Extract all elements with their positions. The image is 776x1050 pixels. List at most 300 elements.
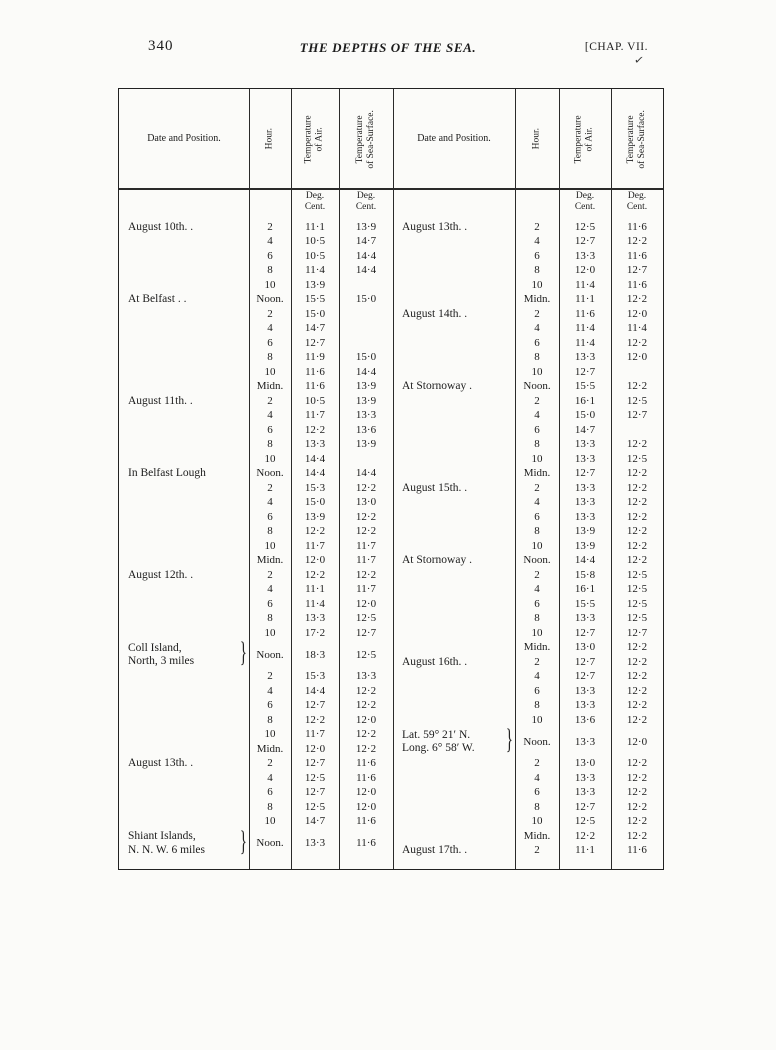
table-row xyxy=(119,452,393,467)
hour-cell: 6 xyxy=(534,423,540,436)
sea-temp-cell: 11·6 xyxy=(627,220,647,233)
sea-temp-cell xyxy=(339,452,393,467)
air-temp-cell: 12·5 xyxy=(574,220,596,233)
sea-temp-cell: 11·6 xyxy=(627,278,647,291)
sea-temp-cell: 12·2 xyxy=(626,757,648,770)
air-temperature-column-header: Temperature of Air. xyxy=(303,115,325,163)
table-row xyxy=(119,728,393,743)
air-temp-cell: 12·7 xyxy=(304,757,326,770)
hour-cell: 8 xyxy=(267,525,273,538)
air-temp-cell: 13·3 xyxy=(574,699,596,712)
table-row xyxy=(393,409,663,424)
sea-temp-cell xyxy=(611,423,663,438)
date-cell xyxy=(119,380,249,395)
date-cell xyxy=(119,452,249,467)
hour-cell: Midn. xyxy=(256,742,284,755)
sea-temp-cell xyxy=(339,336,393,351)
table-row xyxy=(393,220,663,235)
air-temp-cell: 13·0 xyxy=(574,641,596,654)
date-cell xyxy=(119,612,249,627)
hour-cell: 6 xyxy=(534,684,540,697)
table-row xyxy=(119,815,393,830)
hour-cell: 6 xyxy=(267,699,273,712)
hour-cell: Midn. xyxy=(256,554,284,567)
table-row xyxy=(119,612,393,627)
hour-cell: 10 xyxy=(264,278,276,291)
date-cell xyxy=(119,336,249,351)
air-temp-cell: 11·9 xyxy=(305,351,325,364)
sea-temp-cell: 12·2 xyxy=(355,525,377,538)
table-rows-left xyxy=(119,220,393,858)
sea-temp-cell: 12·2 xyxy=(626,467,648,480)
sea-temp-cell: 12·2 xyxy=(626,380,648,393)
sea-temp-cell: 11·6 xyxy=(356,815,376,828)
sea-temp-cell: 12·0 xyxy=(355,786,377,799)
table-row xyxy=(119,771,393,786)
sea-temp-cell: 11·6 xyxy=(627,249,647,262)
table-row xyxy=(119,220,393,235)
brace: } xyxy=(239,827,247,858)
date-cell xyxy=(393,699,515,714)
table-row xyxy=(119,786,393,801)
table-row xyxy=(119,525,393,540)
table-row xyxy=(119,638,393,670)
sea-temp-cell: 13·9 xyxy=(355,394,377,407)
hour-cell: 2 xyxy=(267,757,273,770)
air-temp-cell: 14·4 xyxy=(304,452,326,465)
temperature-table xyxy=(118,88,664,870)
air-temp-cell: 13·3 xyxy=(574,771,596,784)
table-row xyxy=(119,438,393,453)
sea-temp-cell: 12·5 xyxy=(626,583,648,596)
hour-column-header: Hour. xyxy=(531,128,542,150)
date-cell xyxy=(393,467,515,482)
air-temp-cell: 15·0 xyxy=(304,496,326,509)
hour-cell: Noon. xyxy=(256,648,284,661)
air-temp-cell: 15·8 xyxy=(574,568,596,581)
air-temp-cell: 11·6 xyxy=(305,380,325,393)
header-rule xyxy=(119,188,663,190)
date-cell xyxy=(393,510,515,525)
air-temp-cell: 11·7 xyxy=(305,539,325,552)
sea-temp-cell: 12·0 xyxy=(626,351,648,364)
sea-temp-cell xyxy=(339,278,393,293)
date-cell xyxy=(119,684,249,699)
sea-temp-cell: 12·5 xyxy=(626,452,648,465)
sea-temp-cell: 12·2 xyxy=(355,699,377,712)
air-temp-cell: 11·7 xyxy=(305,409,325,422)
hour-cell: 6 xyxy=(267,249,273,262)
table-row xyxy=(119,293,393,308)
table-row xyxy=(393,278,663,293)
air-temp-cell: 12·7 xyxy=(574,655,596,668)
air-temp-cell: 12·7 xyxy=(574,800,596,813)
sea-temp-cell: 12·5 xyxy=(355,648,377,661)
date-cell xyxy=(119,800,249,815)
date-cell: August 13th. . xyxy=(128,757,194,770)
air-temp-cell: 12·2 xyxy=(304,423,326,436)
table-row xyxy=(393,771,663,786)
sea-temp-cell: 11·6 xyxy=(356,837,376,849)
air-temp-cell: 13·3 xyxy=(304,837,326,849)
air-temp-cell: 13·3 xyxy=(574,496,596,509)
hour-cell: Midn. xyxy=(523,641,551,654)
air-temp-cell: 12·2 xyxy=(304,568,326,581)
sea-temp-cell: 12·2 xyxy=(626,496,648,509)
air-temp-cell: 13·3 xyxy=(574,481,596,494)
table-row xyxy=(119,510,393,525)
hour-cell: 2 xyxy=(534,655,540,668)
hour-cell: 10 xyxy=(531,713,543,726)
sea-temp-cell: 12·5 xyxy=(626,394,648,407)
date-cell xyxy=(393,641,515,656)
table-row xyxy=(393,655,663,670)
unit-label: Deg. Cent. xyxy=(626,191,648,212)
sea-temp-cell: 12·2 xyxy=(355,510,377,523)
table-row xyxy=(393,844,663,859)
air-temp-cell: 13·0 xyxy=(574,757,596,770)
table-row xyxy=(393,264,663,279)
air-temp-cell: 12·2 xyxy=(304,713,326,726)
air-temp-cell: 16·1 xyxy=(574,394,596,407)
date-cell xyxy=(119,597,249,612)
date-cell xyxy=(393,815,515,830)
hour-cell: 8 xyxy=(534,351,540,364)
unit-label: Deg. Cent. xyxy=(574,191,596,212)
date-cell xyxy=(119,626,249,641)
air-temp-cell: 13·9 xyxy=(304,510,326,523)
air-temp-cell: 11·4 xyxy=(575,322,595,335)
date-cell xyxy=(393,409,515,424)
hour-cell: 6 xyxy=(534,510,540,523)
date-cell: At Stornoway . xyxy=(402,554,472,567)
air-temp-cell: 12·7 xyxy=(574,365,596,378)
air-temp-cell: 16·1 xyxy=(574,583,596,596)
date-cell xyxy=(119,409,249,424)
date-cell xyxy=(119,771,249,786)
date-cell xyxy=(393,539,515,554)
sea-temp-cell: 13·3 xyxy=(355,670,377,683)
air-temp-cell: 11·1 xyxy=(305,583,325,596)
table-row xyxy=(393,438,663,453)
air-temp-cell: 13·3 xyxy=(574,684,596,697)
date-cell xyxy=(393,568,515,583)
hour-cell: 10 xyxy=(264,539,276,552)
table-row xyxy=(119,481,393,496)
date-cell: In Belfast Lough xyxy=(128,467,206,480)
date-cell xyxy=(119,670,249,685)
air-temp-cell: 11·4 xyxy=(575,278,595,291)
hour-cell: 2 xyxy=(267,307,273,320)
table-row xyxy=(119,496,393,511)
date-cell xyxy=(119,307,249,322)
table-row xyxy=(393,568,663,583)
hour-cell: Noon. xyxy=(256,467,284,480)
air-temp-cell: 12·5 xyxy=(574,815,596,828)
hour-cell: 10 xyxy=(531,815,543,828)
hour-cell: 8 xyxy=(534,699,540,712)
sea-temp-cell: 15·0 xyxy=(355,293,377,306)
hour-cell: 8 xyxy=(267,438,273,451)
date-cell xyxy=(119,351,249,366)
air-temp-cell: 15·5 xyxy=(304,293,326,306)
date-cell: August 16th. . xyxy=(402,655,468,668)
air-temp-cell: 14·4 xyxy=(304,684,326,697)
air-temp-cell: 11·7 xyxy=(305,728,325,741)
table-row xyxy=(393,452,663,467)
date-cell xyxy=(119,742,249,757)
air-temp-cell: 12·7 xyxy=(304,336,326,349)
air-temp-cell: 12·7 xyxy=(304,699,326,712)
air-temp-cell: 15·3 xyxy=(304,670,326,683)
air-temp-cell: 14·7 xyxy=(304,815,326,828)
table-row xyxy=(393,800,663,815)
air-temp-cell: 13·3 xyxy=(574,438,596,451)
table-row xyxy=(393,725,663,757)
air-temp-cell: 12·7 xyxy=(574,626,596,639)
table-row xyxy=(393,423,663,438)
brace: } xyxy=(505,725,513,756)
date-cell xyxy=(119,510,249,525)
table-row xyxy=(119,829,393,858)
hour-cell: 2 xyxy=(267,670,273,683)
date-cell xyxy=(393,786,515,801)
hour-cell: Noon. xyxy=(523,735,551,748)
hour-cell: 4 xyxy=(267,409,273,422)
date-cell xyxy=(119,699,249,714)
air-temp-cell: 11·6 xyxy=(575,307,595,320)
hour-cell: 2 xyxy=(534,844,540,857)
sea-temp-cell: 12·2 xyxy=(626,525,648,538)
table-row xyxy=(119,583,393,598)
hour-cell: 10 xyxy=(531,452,543,465)
table-row xyxy=(393,699,663,714)
date-cell xyxy=(393,626,515,641)
table-row xyxy=(393,713,663,728)
hour-cell: Midn. xyxy=(523,293,551,306)
sea-temp-cell: 12·7 xyxy=(355,626,377,639)
hour-cell: 8 xyxy=(267,713,273,726)
table-row xyxy=(393,322,663,337)
date-cell: August 15th. . xyxy=(402,481,468,494)
date-cell xyxy=(393,278,515,293)
sea-temp-cell: 12·2 xyxy=(626,815,648,828)
table-row xyxy=(393,380,663,395)
hour-cell: 6 xyxy=(267,336,273,349)
air-temp-cell: 15·3 xyxy=(304,481,326,494)
sea-temp-cell: 12·2 xyxy=(355,684,377,697)
sea-temp-cell: 12·5 xyxy=(626,597,648,610)
sea-temp-cell: 12·5 xyxy=(626,568,648,581)
table-rows-right xyxy=(393,220,663,858)
date-cell xyxy=(119,264,249,279)
date-cell xyxy=(393,670,515,685)
air-temp-cell: 13·3 xyxy=(574,452,596,465)
table-row xyxy=(119,713,393,728)
table-row xyxy=(393,467,663,482)
sea-temp-cell: 11·7 xyxy=(356,583,376,596)
hour-cell: 8 xyxy=(267,800,273,813)
table-row xyxy=(119,409,393,424)
hour-cell: 4 xyxy=(534,409,540,422)
sea-temp-cell: 12·0 xyxy=(355,597,377,610)
hour-cell: 8 xyxy=(534,438,540,451)
date-cell xyxy=(393,423,515,438)
hour-cell: 6 xyxy=(534,786,540,799)
date-cell xyxy=(393,684,515,699)
date-cell: August 13th. . xyxy=(402,220,468,233)
hour-cell: 10 xyxy=(264,626,276,639)
hour-cell: 6 xyxy=(267,786,273,799)
unit-label: Deg. Cent. xyxy=(355,191,377,212)
sea-temp-cell: 13·9 xyxy=(355,438,377,451)
air-temp-cell: 12·5 xyxy=(304,800,326,813)
sea-temp-cell: 12·7 xyxy=(626,264,648,277)
air-temp-cell: 13·3 xyxy=(304,612,326,625)
page-number: 340 xyxy=(148,38,174,54)
air-temp-cell: 17·2 xyxy=(304,626,326,639)
hour-cell: 10 xyxy=(531,539,543,552)
air-temp-cell: 11·1 xyxy=(575,844,595,857)
air-temp-cell: 10·5 xyxy=(304,235,326,248)
sea-temp-cell: 12·2 xyxy=(626,699,648,712)
hour-cell: 10 xyxy=(264,728,276,741)
date-cell: At Stornoway . xyxy=(402,380,472,393)
air-temp-cell: 13·3 xyxy=(574,786,596,799)
date-cell xyxy=(393,365,515,380)
table-row xyxy=(119,351,393,366)
table-row xyxy=(393,481,663,496)
sea-temp-cell: 12·2 xyxy=(626,684,648,697)
hour-cell: 6 xyxy=(534,336,540,349)
sea-temp-cell: 12·0 xyxy=(355,713,377,726)
air-temp-cell: 11·4 xyxy=(305,597,325,610)
hour-cell: 2 xyxy=(267,568,273,581)
table-row xyxy=(393,829,663,844)
sea-temp-cell: 12·2 xyxy=(626,510,648,523)
hour-column-header: Hour. xyxy=(264,128,275,150)
table-row xyxy=(393,525,663,540)
table-row xyxy=(119,322,393,337)
air-temp-cell: 11·4 xyxy=(575,336,595,349)
air-temp-cell: 11·6 xyxy=(305,365,325,378)
hour-cell: 2 xyxy=(534,568,540,581)
sea-temp-cell: 14·4 xyxy=(355,249,377,262)
date-cell xyxy=(393,713,515,728)
air-temp-cell: 12·2 xyxy=(574,829,596,842)
date-position-column-header: Date and Position. xyxy=(147,133,221,144)
table-row xyxy=(119,539,393,554)
hour-cell: 4 xyxy=(267,771,273,784)
air-temp-cell: 11·1 xyxy=(575,293,595,306)
hour-cell: 4 xyxy=(534,771,540,784)
air-temp-cell: 13·3 xyxy=(304,438,326,451)
air-temp-cell: 18·3 xyxy=(304,648,326,661)
sea-temp-cell: 12·0 xyxy=(626,735,648,748)
date-cell: Lat. 59° 21′ N. Long. 6° 58′ W. } xyxy=(402,725,513,756)
hour-cell: 10 xyxy=(531,365,543,378)
air-temp-cell: 14·4 xyxy=(574,554,596,567)
hour-cell: 8 xyxy=(534,800,540,813)
hour-cell: 4 xyxy=(534,670,540,683)
hour-cell: 4 xyxy=(267,684,273,697)
date-cell xyxy=(119,786,249,801)
hour-cell: 2 xyxy=(534,394,540,407)
table-row xyxy=(119,568,393,583)
table-row xyxy=(119,235,393,250)
date-cell: August 11th. . xyxy=(128,394,193,407)
hour-cell: 8 xyxy=(267,264,273,277)
hour-cell: Noon. xyxy=(523,554,551,567)
table-row xyxy=(119,742,393,757)
air-temp-cell: 10·5 xyxy=(304,249,326,262)
sea-temp-cell: 14·7 xyxy=(355,235,377,248)
hour-cell: 2 xyxy=(534,757,540,770)
chapter-label: [CHAP. VII. xyxy=(584,41,648,53)
date-cell xyxy=(393,612,515,627)
date-position-column-header: Date and Position. xyxy=(417,133,491,144)
hour-cell: 8 xyxy=(267,351,273,364)
unit-label: Deg. Cent. xyxy=(304,191,326,212)
table-row xyxy=(393,249,663,264)
hour-cell: 4 xyxy=(267,322,273,335)
date-cell xyxy=(119,583,249,598)
table-row xyxy=(119,554,393,569)
hour-cell: 4 xyxy=(534,496,540,509)
sea-temp-cell: 12·0 xyxy=(355,800,377,813)
sea-temp-cell: 12·2 xyxy=(626,235,648,248)
air-temp-cell: 13·3 xyxy=(574,735,596,748)
air-temp-cell: 13·3 xyxy=(574,510,596,523)
air-temp-cell: 13·9 xyxy=(304,278,326,291)
date-cell xyxy=(393,322,515,337)
table-row xyxy=(393,394,663,409)
sea-temp-cell: 12·7 xyxy=(626,626,648,639)
sea-temp-cell: 11·6 xyxy=(356,757,376,770)
date-cell xyxy=(393,394,515,409)
table-row xyxy=(119,467,393,482)
hour-cell: Noon. xyxy=(523,380,551,393)
sea-temp-cell: 12·2 xyxy=(626,786,648,799)
air-temp-cell: 12·7 xyxy=(574,235,596,248)
table-row xyxy=(393,539,663,554)
table-row xyxy=(393,626,663,641)
date-cell: Coll Island, North, 3 miles } xyxy=(128,638,247,669)
hour-cell: 2 xyxy=(267,220,273,233)
table-row xyxy=(393,554,663,569)
date-cell: August 17th. . xyxy=(402,844,468,857)
date-cell: August 10th. . xyxy=(128,220,194,233)
date-cell xyxy=(393,829,515,844)
sea-temp-cell: 11·7 xyxy=(356,554,376,567)
sea-temp-cell: 12·2 xyxy=(626,771,648,784)
sea-temp-cell: 12·2 xyxy=(626,293,648,306)
date-cell xyxy=(119,235,249,250)
table-row xyxy=(393,293,663,308)
hour-cell: 2 xyxy=(267,481,273,494)
table-row xyxy=(119,597,393,612)
sea-temp-cell: 11·4 xyxy=(627,322,647,335)
date-cell xyxy=(393,264,515,279)
air-temp-cell: 11·4 xyxy=(305,264,325,277)
hour-cell: Midn. xyxy=(256,380,284,393)
air-temp-cell: 13·3 xyxy=(574,612,596,625)
date-cell xyxy=(393,583,515,598)
table-row xyxy=(393,757,663,772)
date-cell xyxy=(119,728,249,743)
table-row xyxy=(119,670,393,685)
sea-temp-cell: 15·0 xyxy=(355,351,377,364)
